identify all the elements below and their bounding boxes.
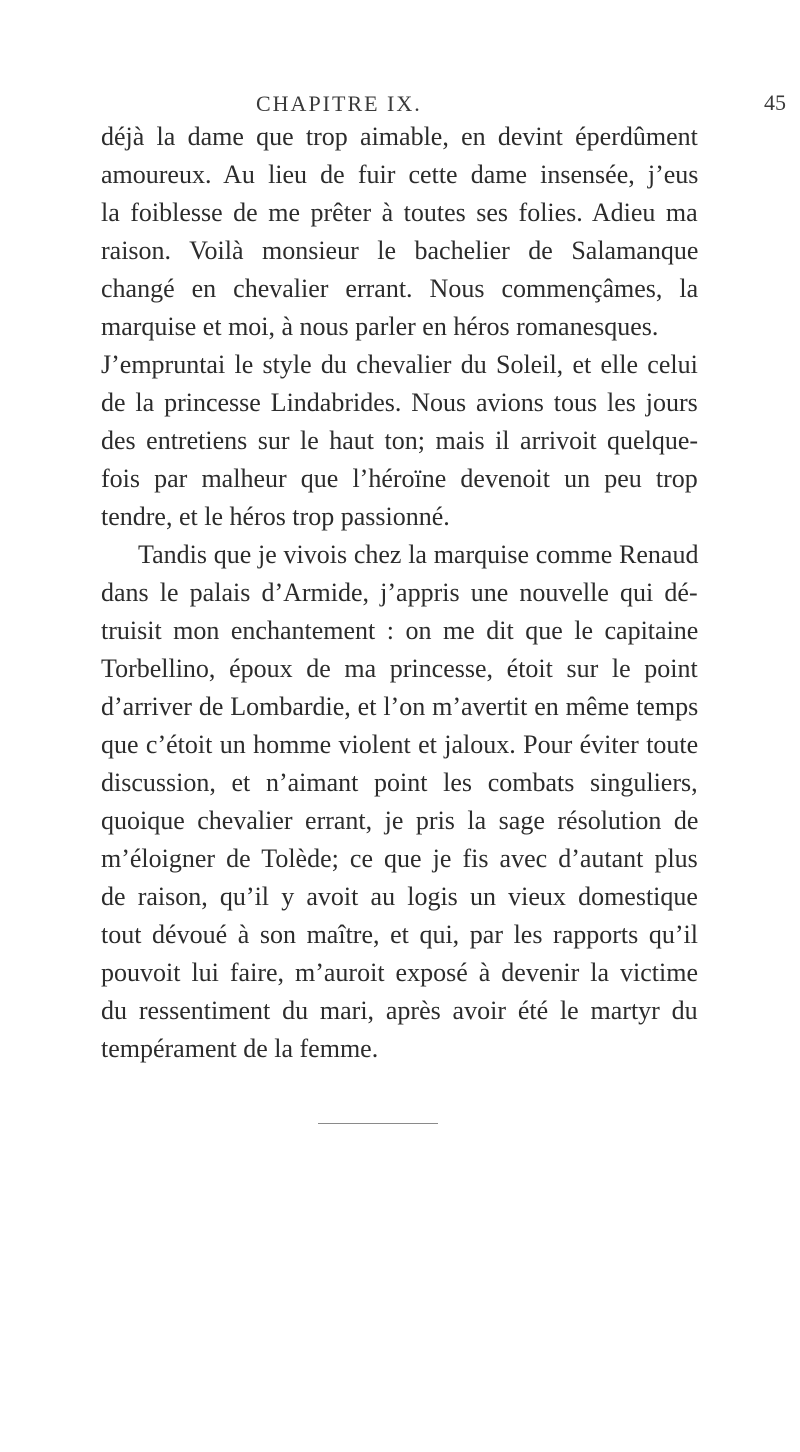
text-line: des entretiens sur le haut ton; mais il arrivoit quelque- bbox=[101, 426, 699, 455]
text-line: J’empruntai le style du chevalier du Soleil, et elle celui bbox=[101, 350, 698, 379]
text-line: que c’étoit un homme violent et jaloux. Pour éviter toute bbox=[101, 730, 699, 759]
page-number: 45 bbox=[764, 90, 786, 115]
section-divider bbox=[318, 1123, 438, 1124]
text-line: truisit mon enchantement : on me dit que le capitaine bbox=[101, 616, 699, 645]
text-line: amoureux. Au lieu de fuir cette dame insensée, j’eus bbox=[101, 160, 699, 189]
text-line: tempérament de la femme. bbox=[101, 1034, 379, 1063]
text-line: tout dévoué à son maître, et qui, par les rapports qu’il bbox=[101, 920, 698, 949]
text-line: tendre, et le héros trop passionné. bbox=[101, 502, 450, 531]
text-line: du ressentiment du mari, après avoir été le martyr du bbox=[101, 996, 698, 1025]
text-line: Torbellino, époux de ma princesse, étoit sur le point bbox=[101, 654, 698, 683]
text-line: de raison, qu’il y avoit au logis un vieux domestique bbox=[101, 882, 698, 911]
text-line: raison. Voilà monsieur le bachelier de Salamanque bbox=[101, 236, 699, 265]
text-line: discussion, et n’aimant point les combats singuliers, bbox=[101, 768, 698, 797]
text-line: la foiblesse de me prêter à toutes ses folies. Adieu ma bbox=[101, 198, 698, 227]
text-line: fois par malheur que l’héroïne devenoit un peu trop bbox=[101, 464, 698, 493]
text-line: de la princesse Lindabrides. Nous avions tous les jours bbox=[101, 388, 698, 417]
text-line: déjà la dame que trop aimable, en devint éperdûment bbox=[101, 122, 698, 151]
text-line: dans le palais d’Armide, j’appris une nouvelle qui dé- bbox=[101, 578, 698, 607]
text-line: m’éloigner de Tolède; ce que je fis avec d’autant plus bbox=[101, 844, 698, 873]
text-line: pouvoit lui faire, m’auroit exposé à devenir la victime bbox=[101, 958, 698, 987]
text-line: quoique chevalier errant, je pris la sage résolution de bbox=[101, 806, 699, 835]
text-line: d’arriver de Lombardie, et l’on m’avertit en même temps bbox=[101, 692, 699, 721]
text-line-indented: Tandis que je vivois chez la marquise comme Renaud bbox=[138, 540, 699, 569]
running-head: CHAPITRE IX. bbox=[256, 91, 422, 116]
text-line: changé en chevalier errant. Nous commençâmes, la bbox=[101, 274, 699, 303]
text-line: marquise et moi, à nous parler en héros romanesques. bbox=[101, 312, 659, 341]
